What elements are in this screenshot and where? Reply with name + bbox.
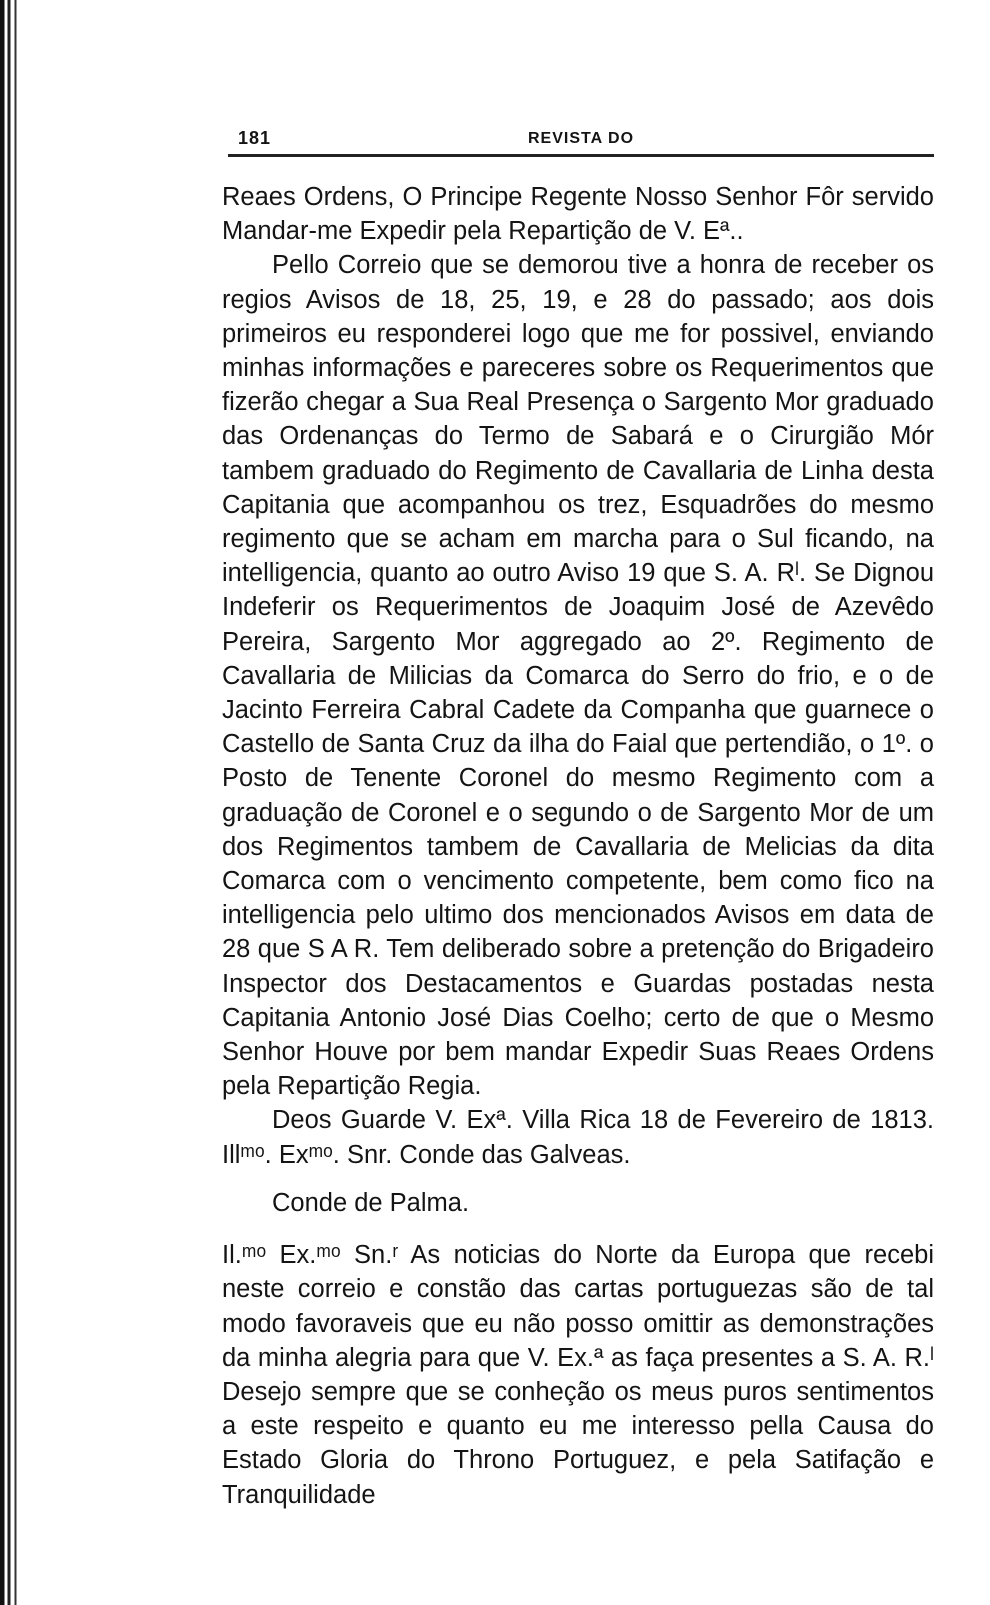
- paragraph-opening: Reaes Ordens, O Principe Regente Nosso Senhor Fôr servido Mandar-me Expedir pela Repartição de V. Eª..: [222, 183, 934, 246]
- paragraph-letter-body: Pello Correio que se demorou tive a honra de receber os regios Avisos de 18, 25, 19, e 28 do passado; aos dois primeiros eu responderei logo que me for possivel, enviando minhas informações e pareceres sobre os Requerimentos que fizerão chegar a Sua Real Presença o Sargento Mor graduado das Ordenanças do Termo de Sabará e o Cirurgião Mór tambem graduado do Regimento de Cavallaria de Linha desta Capitania que acompanhou os trez, Esquadrões do mesmo regimento que se acham em marcha para o Sul ficando, na intelligencia, quanto ao outro Aviso 19 que S. A. Rˡ. Se Dignou Indeferir os Requerimentos de Joaquim José de Azevêdo Pereira, Sargento Mor aggregado ao 2º. Regimento de Cavallaria de Milicias da Comarca do Serro do frio, e o de Jacinto Ferreira Cabral Cadete da Companha que guarnece o Castello de Santa Cruz da ilha do Faial que pertendião, o 1º. o Posto de Tenente Coronel do mesmo Regimento com a graduação de Coronel e o segundo o de Sargento Mor de um dos Regimentos tambem de Cavallaria de Melicias da dita Comarca com o vencimento competente, bem como fico na intelligencia pelo ultimo dos mencionados Avisos em data de 28 que S A R. Tem deliberado sobre a pretenção do Brigadeiro Inspector dos Destacamentos e Guardas postadas nesta Capitania Antonio José Dias Coelho; certo de que o Mesmo Senhor Houve por bem mandar Expedir Suas Reaes Ordens pela Repartição Regia.: [222, 251, 934, 1101]
- paragraph-closing: Deos Guarde V. Exª. Villa Rica 18 de Fevereiro de 1813. Illᵐᵒ. Exᵐᵒ. Snr. Conde das Galveas.: [222, 1106, 934, 1169]
- page-number: 181: [238, 128, 272, 148]
- running-title: REVISTA DO: [528, 130, 635, 147]
- page-binding-edge: [0, 0, 22, 1605]
- header-rule: [228, 154, 934, 161]
- paragraph-second-letter: Il.ᵐᵒ Ex.ᵐᵒ Sn.ʳ As noticias do Norte da Europa que recebi neste correio e constão das cartas portuguezas são de tal modo favoraveis que eu não posso omittir as demonstrações da minha alegria para que V. Ex.ª as faça presentes a S. A. R.ˡ Desejo sempre que se conheção os meus puros sentimentos a este respeito e quanto eu me interesso pella Causa do Estado Gloria do Throno Portuguez, e pela Satifação e Tranquilidade: [222, 1241, 934, 1509]
- page-body: [222, 180, 934, 1512]
- signature: Conde de Palma.: [272, 1188, 470, 1217]
- running-header: [228, 128, 928, 152]
